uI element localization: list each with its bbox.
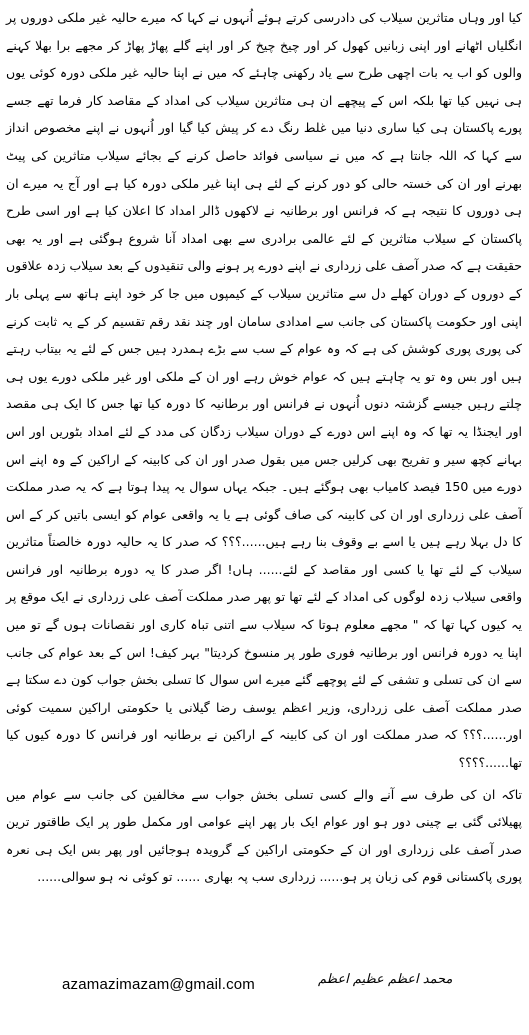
author-email: azamazimazam@gmail.com	[62, 976, 256, 993]
article-paragraph-1: کیا اور وہاں متاثرین سیلاب کی دادرسی کرتے ہوئے اُنہوں نے کہا کہ میرے حالیہ غیر ملکی دوروں پر انگلیاں اٹھانے اور اپنی زبانیں کھول کر اور چیخ چیخ کر اور اپنے گلے پھاڑ پھاڑ کر مجھے برا بھلا کہنے والوں کو اب یہ بات اچھی طرح سے یاد رکھنی چاہئے کہ میں نے اپنا حالیہ غیر ملکی دورہ کوئی یوں ہی نہیں کیا تھا بلکہ اس کے پیچھے ان ہی متاثرین سیلاب کی امداد کے مقاصد کار فرما تھے جسے پورے پاکستان ہی کیا ساری دنیا میں غلط رنگ دے کر پیش کیا گیا اور اُنہوں نے اپنے مخصوص انداز سے کہا کہ اللہ جانتا ہے کہ میں نے سیاسی فوائد حاصل کرنے کے بجائے سیلاب متاثرین کی پیٹ بھرنے اور ان کی خستہ حالی کو دور کرنے کے لئے ہی اپنا غیر ملکی دورہ کیا ہے اور آج یہ میرے ان ہی دوروں کا نتیجہ ہے کہ فرانس اور برطانیہ نے لاکھوں ڈالر امداد کا اعلان کیا ہے اور اسی طرح پاکستان کے سیلاب متاثرین کے لئے عالمی برادری سے بھی امداد آنا شروع ہوگئی ہے اور یہ بھی حقیقت ہے کہ صدر آصف علی زرداری نے اپنے دورے پر ہونے والی تنقیدوں کے بعد سیلاب زدہ علاقوں کے دوروں کے دوران کھلے دل سے متاثرین سیلاب کے کیمپوں میں جا کر خود اپنے ہاتھ سے پہلی بار اپنی اور حکومت پاکستان کی جانب سے امدادی سامان اور چند نقد رقم تقسیم کر کے یہ ثابت کرنے کی پوری پوری کوشش کی ہے کہ وہ عوام کے سب سے بڑے ہمدرد ہیں جس کے لئے یہ بیتاب رہتے ہیں اور بس وہ تو یہ چاہتے ہیں کہ عوام خوش رہے اور ان کے ملکی اور غیر ملکی دورے یوں ہی چلتے رہیں جیسے گزشتہ دنوں اُنہوں نے فرانس اور برطانیہ کا دورہ کیا تھا جس کا ایک ہی مقصد اور ایجنڈا یہ تھا کہ وہ اپنے اس دورے کے دوران سیلاب زدگان کی مدد کے لئے امداد بٹوریں اور اس بہانے کچھ سیر و تفریح بھی کرلیں جس میں بقول صدر اور ان کی کابینہ کے اراکین کے وہ اپنے اس دورے میں 150 فیصد کامیاب بھی ہوگئے ہیں۔ جبکہ یہاں سوال یہ پیدا ہوتا ہے کہ یہ صدر مملکت آصف علی زرداری اور ان کی کابینہ کی صاف گوئی ہے یا یہ واقعی عوام کو ایسی باتیں کر کے اس کا دل بہلا رہے ہیں یا اسے بے وقوف بنا رہے ہیں......؟؟؟ کہ صدر کا یہ حالیہ دورہ خالصتاً متاثرین سیلاب کے لئے تھا یا کسی اور مقاصد کے لئے...... ہاں! اگر صدر کا یہ دورہ برطانیہ اور فرانس واقعی سیلاب زدہ لوگوں کی امداد کے لئے تھا تو پھر صدر مملکت آصف علی زرداری نے ایک موقع پر یہ کیوں کہا تھا کہ " مجھے معلوم ہوتا کہ سیلاب سے اتنی تباہ کاری اور نقصانات ہوں گے تو میں اپنا یہ دورہ فرانس اور برطانیہ فوری طور پر منسوخ کردیتا" بہر کیف! اس کے بعد عوام کی جانب سے ان کی تسلی و تشفی کے لئے پوچھے گئے میرے اس سوال کا تسلی بخش جواب کون دے سکتا ہے صدر مملکت آصف علی زرداری، وزیر اعظم یوسف رضا گیلانی یا حکومتی اراکین سمیت کوئی اور......؟؟؟ کہ صدر مملکت اور ان کی کابینہ کے اراکین نے برطانیہ اور فرانس کا دورہ کیوں کیا تھا......؟؟؟؟	[6, 10, 522, 771]
article-body	[6, 4, 522, 891]
author-name: محمد اعظم عظیم اعظم	[318, 972, 453, 987]
article-footer	[0, 962, 529, 1002]
article-paragraph-2: تاکہ ان کی طرف سے آنے والے کسی تسلی بخش جواب سے مخالفین کی جانب سے عوام میں پھیلائی گئی بے چینی دور ہو اور عوام ایک بار پھر اپنے عوامی اور مکمل طور پر ایک طاقتور ترین صدر آصف علی زرداری اور ان کے حکومتی اراکین کے گرویدہ ہوجائیں اور پھر بس ایک ہی نعرہ پوری پاکستانی قوم کی زبان پر ہو...... زرداری سب پہ بھاری ...... تو کوئی نہ ہو سوالی......	[6, 786, 522, 885]
